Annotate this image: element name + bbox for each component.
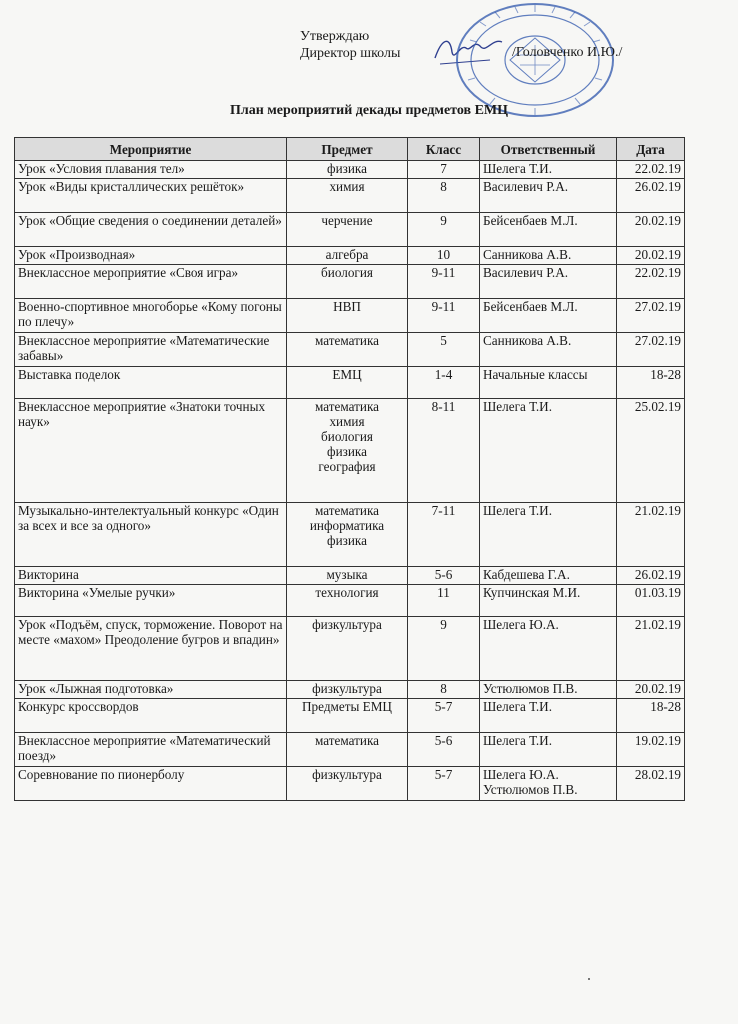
cell-date: 25.02.19 bbox=[617, 399, 685, 503]
cell-grade: 9 bbox=[408, 213, 480, 247]
subject-line: химия bbox=[329, 179, 365, 194]
cell-subject bbox=[287, 681, 408, 699]
cell-date: 27.02.19 bbox=[617, 333, 685, 367]
table-row bbox=[15, 265, 685, 299]
cell-grade: 8 bbox=[408, 681, 480, 699]
subject-line: математика bbox=[314, 733, 380, 748]
cell-subject bbox=[287, 617, 408, 681]
cell-event: Внеклассное мероприятие «Знатоки точных наук» bbox=[15, 399, 287, 503]
cell-subject bbox=[287, 213, 408, 247]
subject-line: физика bbox=[327, 161, 367, 176]
cell-responsible: Бейсенбаев М.Л. bbox=[480, 213, 617, 247]
cell-event: Урок «Подъём, спуск, торможение. Поворот на месте «махом» Преодоление бугров и впадин» bbox=[15, 617, 287, 681]
subject-line: физкультура bbox=[312, 617, 382, 632]
cell-grade: 5-6 bbox=[408, 733, 480, 767]
cell-subject bbox=[287, 367, 408, 399]
cell-grade: 7 bbox=[408, 161, 480, 179]
subject-line: биология bbox=[321, 429, 373, 444]
cell-event: Урок «Условия плавания тел» bbox=[15, 161, 287, 179]
cell-responsible: Шелега Т.И. bbox=[480, 699, 617, 733]
cell-responsible: Шелега Т.И. bbox=[480, 503, 617, 567]
cell-subject bbox=[287, 179, 408, 213]
cell-responsible: Василевич Р.А. bbox=[480, 179, 617, 213]
table-row bbox=[15, 767, 685, 801]
subject-line: математика bbox=[314, 333, 380, 348]
approval-heading: Утверждаю bbox=[300, 29, 370, 44]
cell-responsible: Кабдешева Г.А. bbox=[480, 567, 617, 585]
subject-line: химия bbox=[329, 414, 365, 429]
cell-subject bbox=[287, 585, 408, 617]
cell-event: Викторина «Умелые ручки» bbox=[15, 585, 287, 617]
table-row bbox=[15, 299, 685, 333]
subject-line: музыка bbox=[326, 567, 368, 582]
cell-date: 27.02.19 bbox=[617, 299, 685, 333]
cell-event: Викторина bbox=[15, 567, 287, 585]
subject-line: физкультура bbox=[312, 767, 382, 782]
cell-date: 22.02.19 bbox=[617, 265, 685, 299]
cell-event: Выставка поделок bbox=[15, 367, 287, 399]
subject-line: технология bbox=[315, 585, 379, 600]
cell-subject bbox=[287, 767, 408, 801]
table-row bbox=[15, 681, 685, 699]
cell-event: Соревнование по пионерболу bbox=[15, 767, 287, 801]
cell-date: 20.02.19 bbox=[617, 247, 685, 265]
cell-event: Урок «Виды кристаллических решёток» bbox=[15, 179, 287, 213]
cell-event: Внеклассное мероприятие «Своя игра» bbox=[15, 265, 287, 299]
table-row bbox=[15, 161, 685, 179]
events-table bbox=[14, 137, 685, 801]
cell-grade: 11 bbox=[408, 585, 480, 617]
cell-event: Музыкально-интелектуальный конкурс «Один за всех и все за одного» bbox=[15, 503, 287, 567]
cell-grade: 5-7 bbox=[408, 699, 480, 733]
cell-subject bbox=[287, 733, 408, 767]
subject-line: ЕМЦ bbox=[332, 367, 362, 382]
cell-date: 01.03.19 bbox=[617, 585, 685, 617]
subject-line: математика bbox=[314, 399, 380, 414]
subject-line: математика bbox=[314, 503, 380, 518]
table-row bbox=[15, 247, 685, 265]
cell-responsible: Шелега Т.И. bbox=[480, 161, 617, 179]
subject-line: физкультура bbox=[312, 681, 382, 696]
cell-subject bbox=[287, 699, 408, 733]
cell-date: 26.02.19 bbox=[617, 179, 685, 213]
cell-date: 28.02.19 bbox=[617, 767, 685, 801]
cell-responsible: Шелега Т.И. bbox=[480, 399, 617, 503]
cell-event: Урок «Общие сведения о соединении деталей» bbox=[15, 213, 287, 247]
cell-event: Военно-спортивное многоборье «Кому погоны по плечу» bbox=[15, 299, 287, 333]
director-name: /Головченко И.Ю./ bbox=[512, 45, 623, 60]
subject-line: информатика bbox=[309, 518, 385, 533]
table-row bbox=[15, 733, 685, 767]
cell-responsible: Шелега Т.И. bbox=[480, 733, 617, 767]
table-row bbox=[15, 617, 685, 681]
table-row bbox=[15, 333, 685, 367]
table-row bbox=[15, 699, 685, 733]
cell-event: Урок «Производная» bbox=[15, 247, 287, 265]
cell-date: 18-28 bbox=[617, 699, 685, 733]
table-header-row bbox=[15, 138, 685, 161]
table-row bbox=[15, 399, 685, 503]
approval-position: Директор школы bbox=[300, 46, 401, 61]
subject-line: алгебра bbox=[325, 247, 369, 262]
subject-line: НВП bbox=[333, 299, 361, 314]
table-row bbox=[15, 179, 685, 213]
cell-responsible: Бейсенбаев М.Л. bbox=[480, 299, 617, 333]
cell-subject bbox=[287, 333, 408, 367]
header-grade: Класс bbox=[408, 138, 480, 161]
table-row bbox=[15, 567, 685, 585]
header-date: Дата bbox=[617, 138, 685, 161]
cell-date: 26.02.19 bbox=[617, 567, 685, 585]
cell-responsible: Шелега Ю.А. bbox=[480, 617, 617, 681]
cell-subject bbox=[287, 503, 408, 567]
cell-subject bbox=[287, 247, 408, 265]
cell-subject bbox=[287, 161, 408, 179]
cell-date: 19.02.19 bbox=[617, 733, 685, 767]
cell-grade: 1-4 bbox=[408, 367, 480, 399]
cell-responsible: Василевич Р.А. bbox=[480, 265, 617, 299]
cell-event: Конкурс кроссвордов bbox=[15, 699, 287, 733]
cell-responsible: Санникова А.В. bbox=[480, 247, 617, 265]
cell-grade: 8-11 bbox=[408, 399, 480, 503]
cell-grade: 9 bbox=[408, 617, 480, 681]
cell-grade: 8 bbox=[408, 179, 480, 213]
subject-line: черчение bbox=[321, 213, 373, 228]
cell-subject bbox=[287, 567, 408, 585]
cell-responsible: Шелега Ю.А. Устюлюмов П.В. bbox=[480, 767, 617, 801]
cell-date: 21.02.19 bbox=[617, 617, 685, 681]
cell-responsible: Санникова А.В. bbox=[480, 333, 617, 367]
cell-date: 20.02.19 bbox=[617, 681, 685, 699]
table-body bbox=[15, 161, 685, 801]
cell-responsible: Устюлюмов П.В. bbox=[480, 681, 617, 699]
cell-subject bbox=[287, 299, 408, 333]
cell-grade: 5-6 bbox=[408, 567, 480, 585]
scan-speck bbox=[588, 978, 590, 980]
cell-date: 20.02.19 bbox=[617, 213, 685, 247]
cell-date: 18-28 bbox=[617, 367, 685, 399]
cell-grade: 5-7 bbox=[408, 767, 480, 801]
subject-line: физика bbox=[327, 444, 367, 459]
header-responsible: Ответственный bbox=[480, 138, 617, 161]
table-row bbox=[15, 585, 685, 617]
cell-grade: 10 bbox=[408, 247, 480, 265]
table-row bbox=[15, 213, 685, 247]
cell-grade: 9-11 bbox=[408, 299, 480, 333]
subject-line: Предметы ЕМЦ bbox=[302, 699, 392, 714]
cell-responsible: Купчинская М.И. bbox=[480, 585, 617, 617]
cell-subject bbox=[287, 399, 408, 503]
table-row bbox=[15, 503, 685, 567]
cell-date: 22.02.19 bbox=[617, 161, 685, 179]
cell-grade: 9-11 bbox=[408, 265, 480, 299]
cell-subject bbox=[287, 265, 408, 299]
cell-grade: 5 bbox=[408, 333, 480, 367]
cell-event: Внеклассное мероприятие «Математические забавы» bbox=[15, 333, 287, 367]
subject-line: физика bbox=[327, 533, 367, 548]
subject-line: биология bbox=[321, 265, 373, 280]
cell-event: Урок «Лыжная подготовка» bbox=[15, 681, 287, 699]
approval-block bbox=[300, 28, 400, 62]
cell-date: 21.02.19 bbox=[617, 503, 685, 567]
header-subject: Предмет bbox=[287, 138, 408, 161]
cell-responsible: Начальные классы bbox=[480, 367, 617, 399]
header-event: Мероприятие bbox=[15, 138, 287, 161]
table-row bbox=[15, 367, 685, 399]
cell-event: Внеклассное мероприятие «Математический поезд» bbox=[15, 733, 287, 767]
subject-line: география bbox=[318, 459, 376, 474]
cell-grade: 7-11 bbox=[408, 503, 480, 567]
document-title: План мероприятий декады предметов ЕМЦ bbox=[229, 103, 509, 118]
